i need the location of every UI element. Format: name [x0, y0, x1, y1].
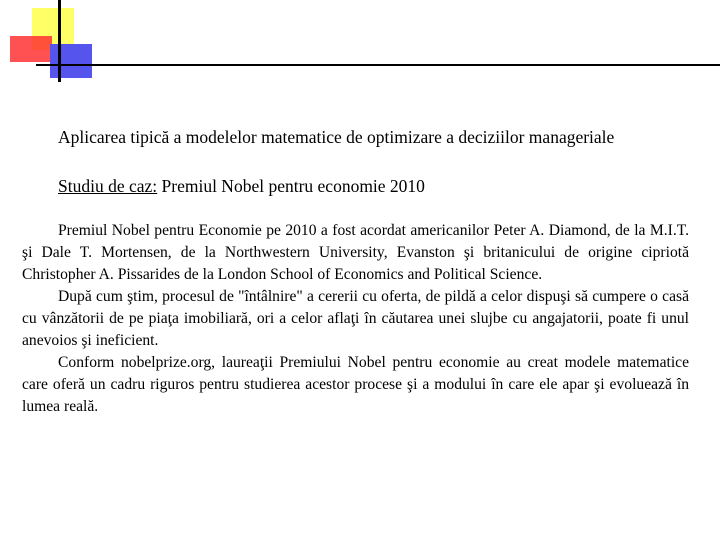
logo-blue-square — [50, 44, 92, 78]
logo-vertical-line — [58, 0, 61, 82]
slide-title: Aplicarea tipică a modelelor matematice de optimizare a deciziilor manageriale — [58, 127, 615, 147]
body-paragraph: Premiul Nobel pentru Economie pe 2010 a fost acordat americanilor Peter A. Diamond, de la M.I.T. şi Dale T. Mortensen, de la Northwestern University, Evanston şi britanicului de origine cipriotă Christopher A. Pissarides de la London School of Economics and Political Science. — [22, 222, 689, 283]
slide-subtitle — [58, 174, 425, 198]
body-paragraph: Conform nobelprize.org, laureaţii Premiului Nobel pentru economie au creat modele matematice care oferă un cadru riguros pentru studierea acestor procese şi a modului în care ele apar şi evoluează în lumea reală. — [22, 354, 689, 415]
slide-logo-decoration — [0, 0, 720, 90]
slide-body — [22, 220, 689, 418]
case-study-label: Studiu de caz: — [58, 176, 158, 196]
header-horizontal-rule — [36, 64, 720, 66]
logo-red-square — [10, 36, 52, 62]
case-study-topic: Premiul Nobel pentru economie 2010 — [161, 176, 425, 196]
body-paragraph: După cum ştim, procesul de "întâlnire" a cererii cu oferta, de pildă a celor dispuşi să cumpere o casă cu vânzătorii de pe piaţa imobiliară, ori a celor aflaţi în căutarea unei slujbe cu angajatorii, poate fi unul anevoios şi ineficient. — [22, 288, 689, 349]
